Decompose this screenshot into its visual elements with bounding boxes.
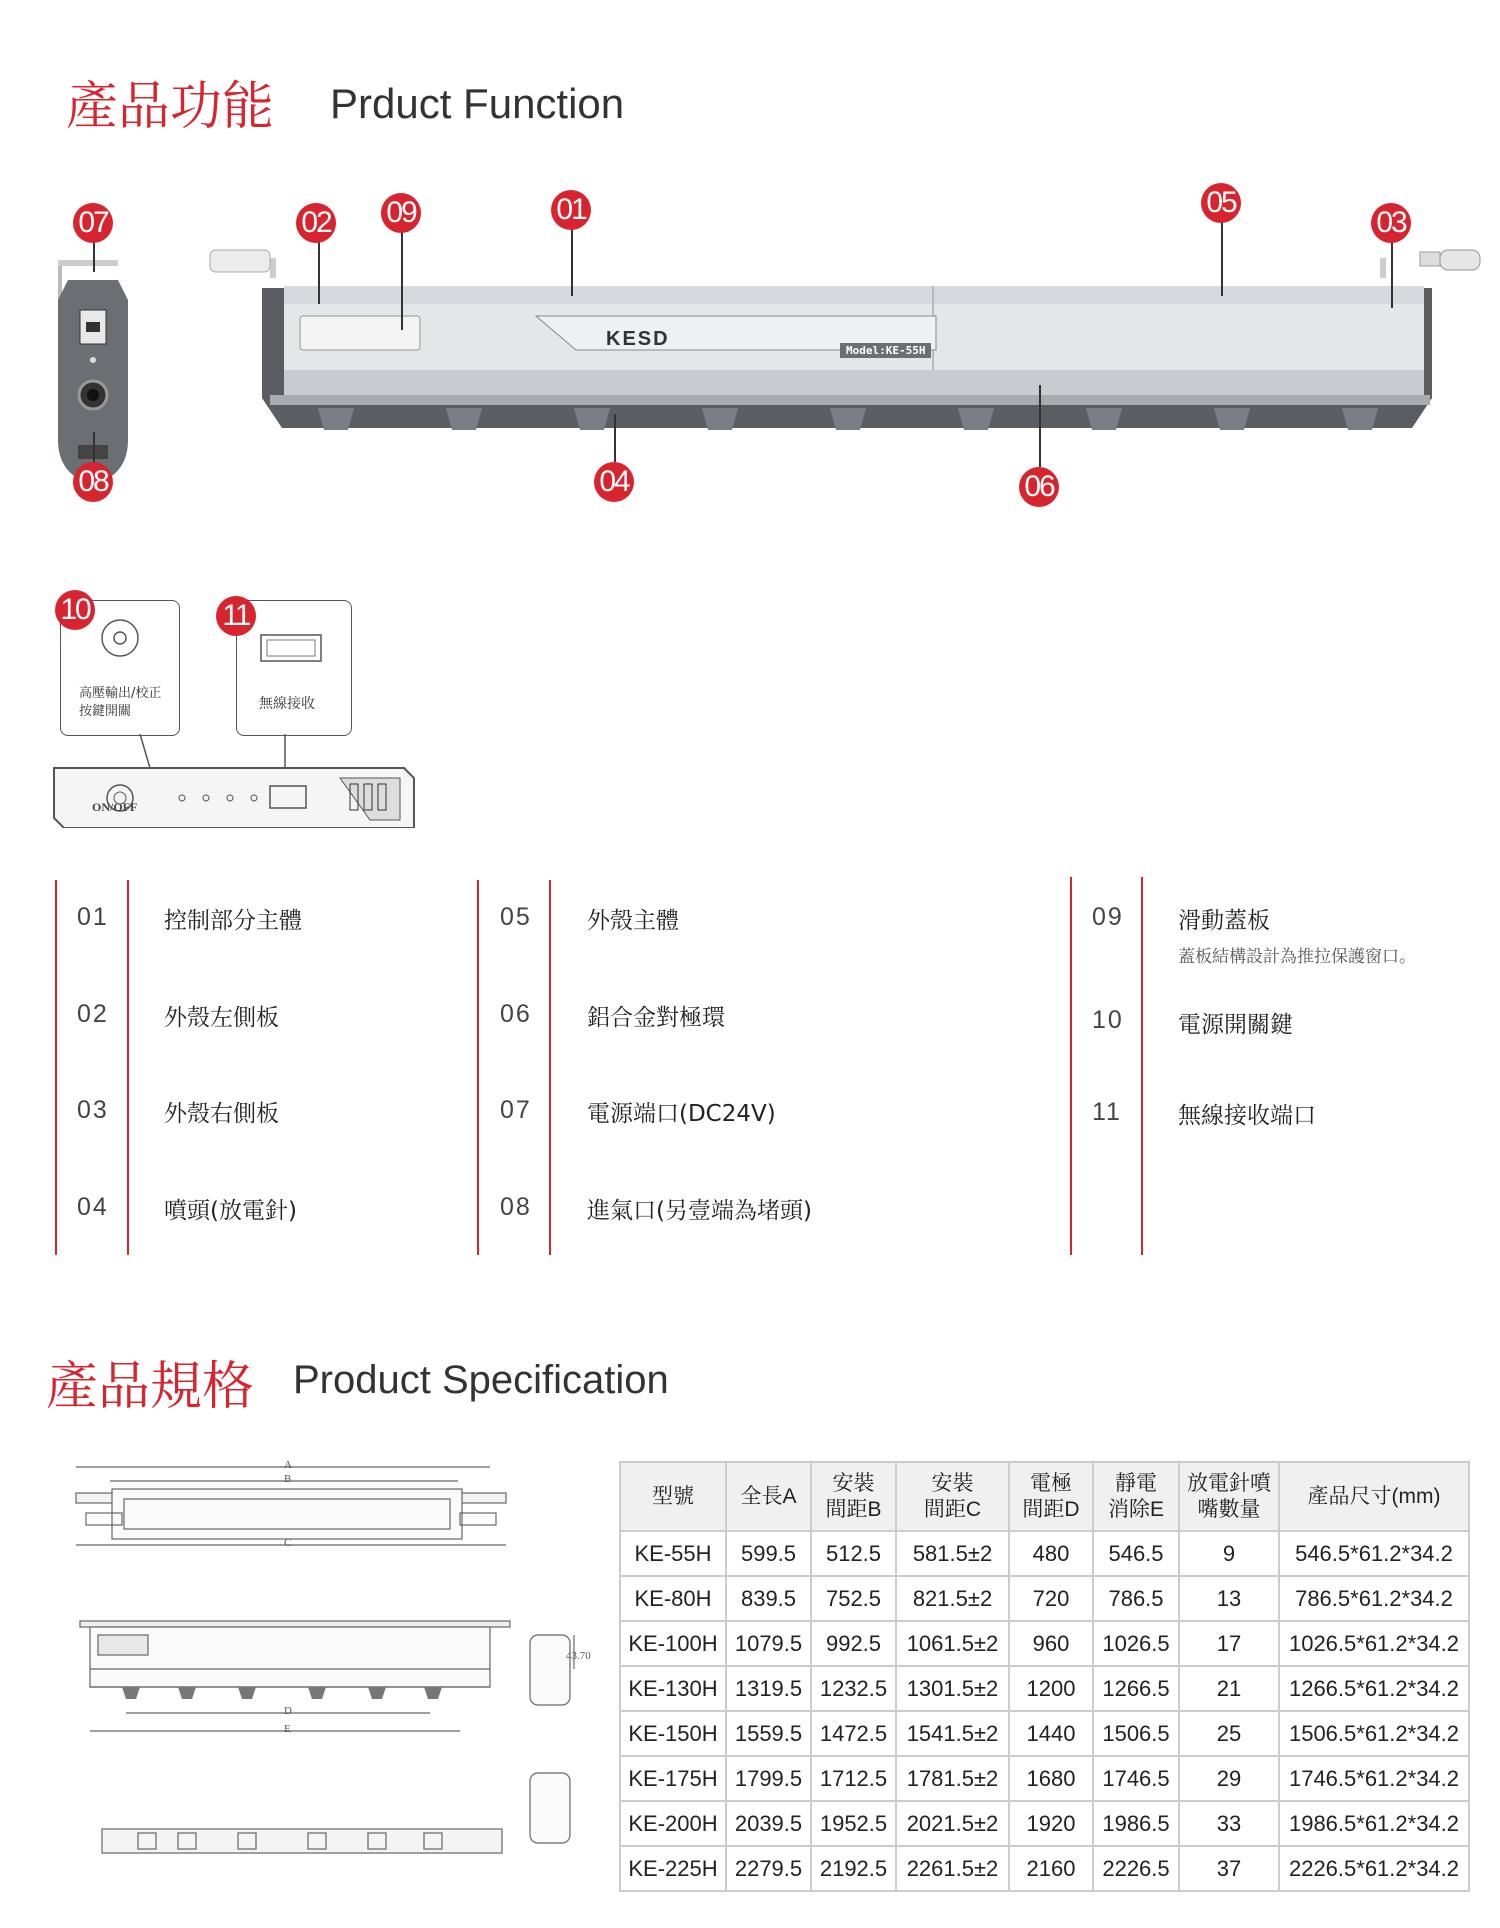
spec-row [620,1621,1469,1666]
spec-header-install-c: 安裝 間距C [896,1462,1009,1531]
leader-01 [571,228,573,296]
dimension-drawing [60,1455,600,1875]
spec-cell-length-a: 1799.5 [726,1756,811,1801]
spec-cell-eliminate-e: 1986.5 [1093,1801,1179,1846]
spec-row [620,1756,1469,1801]
divider-1 [55,880,57,1255]
spec-cell-install-b: 1952.5 [811,1801,896,1846]
spec-cell-install-b: 992.5 [811,1621,896,1666]
feature-num-04: 04 [77,1193,109,1221]
spec-row [620,1576,1469,1621]
spec-cell-electrode-d: 1440 [1009,1711,1093,1756]
spec-cell-model: KE-200H [620,1801,726,1846]
divider-5 [1070,877,1072,1255]
spec-cell-model: KE-150H [620,1711,726,1756]
feature-label-09: 滑動蓋板 [1178,908,1270,934]
spec-cell-size: 2226.5*61.2*34.2 [1279,1846,1469,1891]
spec-cell-install-c: 821.5±2 [896,1576,1009,1621]
feature-label-07: 電源端口(DC24V) [587,1101,776,1127]
divider-4 [549,880,551,1255]
spec-cell-eliminate-e: 1746.5 [1093,1756,1179,1801]
brand-logo: KESD [606,328,670,350]
leader-08 [93,432,95,466]
leader-05 [1221,222,1223,296]
badge-03: 03 [1371,203,1411,243]
spec-cell-model: KE-80H [620,1576,726,1621]
badge-06: 06 [1019,467,1059,507]
feature-label-03: 外殼右側板 [164,1101,279,1127]
dim-b-label: B [284,1473,292,1485]
model-plate: Model:KE-55H [840,343,931,358]
leader-04 [614,414,616,462]
spec-cell-install-c: 2261.5±2 [896,1846,1009,1891]
feature-num-07: 07 [500,1096,532,1124]
spec-cell-nozzle-count: 9 [1179,1531,1279,1576]
leader-06 [1039,385,1041,467]
feature-num-06: 06 [500,1000,532,1028]
leader-09 [401,230,403,330]
spec-cell-nozzle-count: 25 [1179,1711,1279,1756]
section1-title-zh: 產品功能 [66,77,275,137]
spec-cell-eliminate-e: 2226.5 [1093,1846,1179,1891]
spec-row [620,1846,1469,1891]
spec-cell-size: 1986.5*61.2*34.2 [1279,1801,1469,1846]
spec-cell-eliminate-e: 1026.5 [1093,1621,1179,1666]
feature-label-01: 控制部分主體 [164,908,302,934]
spec-table [619,1461,1470,1892]
switch-label: ON/OFF [92,800,138,814]
spec-cell-install-c: 2021.5±2 [896,1801,1009,1846]
spec-cell-install-b: 752.5 [811,1576,896,1621]
spec-cell-install-b: 1232.5 [811,1666,896,1711]
spec-cell-nozzle-count: 13 [1179,1576,1279,1621]
spec-cell-size: 1746.5*61.2*34.2 [1279,1756,1469,1801]
spec-cell-electrode-d: 1200 [1009,1666,1093,1711]
divider-3 [477,880,479,1255]
badge-11: 11 [216,596,256,636]
dim-e-label: E [284,1723,291,1735]
spec-cell-length-a: 2279.5 [726,1846,811,1891]
spec-cell-electrode-d: 1920 [1009,1801,1093,1846]
spec-cell-length-a: 1079.5 [726,1621,811,1666]
feature-num-05: 05 [500,903,532,931]
spec-header-nozzle-count: 放電針噴 嘴數量 [1179,1462,1279,1531]
leader-03 [1391,242,1393,308]
badge-05: 05 [1201,183,1241,223]
spec-cell-model: KE-175H [620,1756,726,1801]
feature-num-01: 01 [77,903,109,931]
feature-num-08: 08 [500,1193,532,1221]
badge-07: 07 [73,203,113,243]
leader-02 [318,240,320,304]
spec-cell-size: 546.5*61.2*34.2 [1279,1531,1469,1576]
spec-header-install-b: 安裝 間距B [811,1462,896,1531]
spec-cell-length-a: 599.5 [726,1531,811,1576]
spec-header-length-a: 全長A [726,1462,811,1531]
feature-num-09: 09 [1092,903,1124,931]
spec-cell-install-c: 1061.5±2 [896,1621,1009,1666]
spec-cell-nozzle-count: 37 [1179,1846,1279,1891]
switch-icon [99,617,141,659]
spec-cell-electrode-d: 1680 [1009,1756,1093,1801]
spec-row [620,1666,1469,1711]
spec-cell-model: KE-225H [620,1846,726,1891]
feature-label-02: 外殼左側板 [164,1005,279,1031]
spec-header-size: 產品尺寸(mm) [1279,1462,1469,1531]
spec-cell-model: KE-55H [620,1531,726,1576]
callout-10-text: 高壓輸出/校正 按鍵開關 [79,686,162,719]
height-dim-label: 43.70 [566,1650,591,1662]
section2-title-en: Product Specification [293,1358,669,1402]
spec-cell-size: 786.5*61.2*34.2 [1279,1576,1469,1621]
spec-cell-eliminate-e: 1266.5 [1093,1666,1179,1711]
feature-num-10: 10 [1092,1006,1124,1034]
dim-d-label: D [284,1705,292,1717]
section1-title-en: Prduct Function [330,80,625,127]
spec-cell-size: 1266.5*61.2*34.2 [1279,1666,1469,1711]
divider-6 [1141,877,1143,1255]
feature-label-05: 外殼主體 [587,908,679,934]
feature-sub-09: 蓋板結構設計為推拉保護窗口。 [1178,947,1416,967]
badge-10: 10 [55,590,95,630]
ionizer-bar-illustration [0,190,1500,530]
spec-cell-nozzle-count: 29 [1179,1756,1279,1801]
feature-num-02: 02 [77,1000,109,1028]
spec-cell-install-b: 1472.5 [811,1711,896,1756]
badge-08: 08 [73,462,113,502]
spec-row [620,1711,1469,1756]
spec-cell-eliminate-e: 546.5 [1093,1531,1179,1576]
spec-row [620,1531,1469,1576]
spec-cell-eliminate-e: 1506.5 [1093,1711,1179,1756]
spec-cell-length-a: 2039.5 [726,1801,811,1846]
spec-cell-nozzle-count: 33 [1179,1801,1279,1846]
spec-cell-eliminate-e: 786.5 [1093,1576,1179,1621]
spec-header-electrode-d: 電極 間距D [1009,1462,1093,1531]
divider-2 [127,880,129,1255]
spec-header-model: 型號 [620,1462,726,1531]
spec-cell-install-c: 581.5±2 [896,1531,1009,1576]
spec-cell-length-a: 1319.5 [726,1666,811,1711]
section2-title-zh: 產品規格 [46,1357,255,1417]
feature-num-03: 03 [77,1096,109,1124]
feature-label-04: 噴頭(放電針) [164,1198,297,1224]
spec-cell-model: KE-100H [620,1621,726,1666]
spec-cell-model: KE-130H [620,1666,726,1711]
feature-num-11: 11 [1092,1098,1122,1126]
feature-label-06: 鋁合金對極環 [587,1005,725,1031]
spec-cell-install-b: 2192.5 [811,1846,896,1891]
spec-cell-length-a: 839.5 [726,1576,811,1621]
spec-cell-size: 1026.5*61.2*34.2 [1279,1621,1469,1666]
badge-09: 09 [381,193,421,233]
spec-cell-install-c: 1781.5±2 [896,1756,1009,1801]
dim-c-label: C [284,1537,292,1549]
feature-label-11: 無線接收端口 [1178,1103,1316,1129]
spec-cell-electrode-d: 2160 [1009,1846,1093,1891]
spec-cell-install-b: 512.5 [811,1531,896,1576]
spec-cell-electrode-d: 480 [1009,1531,1093,1576]
spec-cell-electrode-d: 960 [1009,1621,1093,1666]
spec-row [620,1801,1469,1846]
spec-cell-install-c: 1301.5±2 [896,1666,1009,1711]
callout-11-text: 無線接收 [259,696,315,712]
receiver-window-icon [259,633,325,663]
spec-cell-install-b: 1712.5 [811,1756,896,1801]
spec-cell-nozzle-count: 21 [1179,1666,1279,1711]
spec-cell-electrode-d: 720 [1009,1576,1093,1621]
spec-cell-length-a: 1559.5 [726,1711,811,1756]
badge-04: 04 [594,462,634,502]
spec-header-eliminate-e: 靜電 消除E [1093,1462,1179,1531]
spec-cell-size: 1506.5*61.2*34.2 [1279,1711,1469,1756]
badge-02: 02 [296,203,336,243]
spec-cell-nozzle-count: 17 [1179,1621,1279,1666]
feature-label-10: 電源開關鍵 [1178,1012,1293,1038]
badge-01: 01 [551,190,591,230]
dim-a-label: A [284,1459,292,1471]
feature-label-08: 進氣口(另壹端為堵頭) [587,1198,812,1224]
spec-cell-install-c: 1541.5±2 [896,1711,1009,1756]
